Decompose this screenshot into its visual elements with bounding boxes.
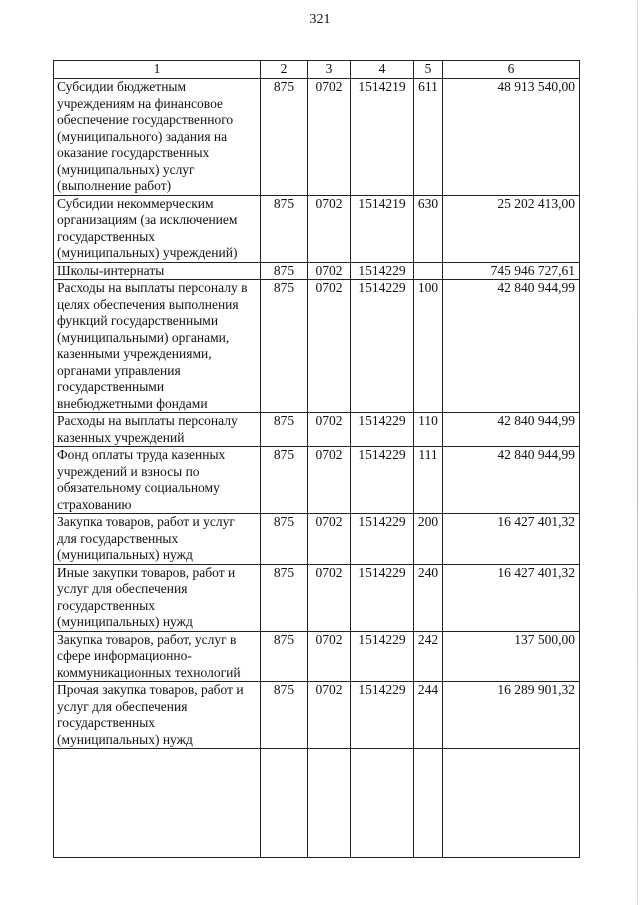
table-row [54, 79, 580, 196]
row-name-cell: Расходы на выплаты персоналу в целях обеспечения выполнения функций государственными (муниципальными) органами, казенными учреждениями, органами управления государственными внебюджетными фондами [54, 280, 261, 413]
header-col-3: 3 [308, 61, 351, 79]
filler-cell [414, 749, 443, 858]
row-code-3-cell: 0702 [308, 280, 351, 413]
table-row [54, 262, 580, 280]
filler-cell [261, 749, 308, 858]
table-row [54, 564, 580, 631]
row-code-5-cell: 630 [414, 195, 443, 262]
row-name-cell: Школы-интернаты [54, 262, 261, 280]
row-code-2-cell: 875 [261, 682, 308, 749]
row-code-4-cell: 1514219 [351, 195, 414, 262]
row-amount-cell: 25 202 413,00 [443, 195, 580, 262]
filler-cell [351, 749, 414, 858]
row-code-5-cell: 111 [414, 447, 443, 514]
row-amount-cell: 137 500,00 [443, 631, 580, 682]
row-code-3-cell: 0702 [308, 564, 351, 631]
page-number: 321 [309, 12, 331, 27]
row-name-cell: Иные закупки товаров, работ и услуг для обеспечения государственных (муниципальных) нужд [54, 564, 261, 631]
table-row [54, 631, 580, 682]
row-code-2-cell: 875 [261, 280, 308, 413]
table-row [54, 195, 580, 262]
row-amount-cell: 42 840 944,99 [443, 413, 580, 447]
table-row [54, 682, 580, 749]
row-amount-cell: 48 913 540,00 [443, 79, 580, 196]
filler-cell [308, 749, 351, 858]
scan-edge [637, 0, 638, 905]
header-col-6: 6 [443, 61, 580, 79]
row-amount-cell: 16 289 901,32 [443, 682, 580, 749]
row-code-2-cell: 875 [261, 564, 308, 631]
row-code-5-cell: 200 [414, 514, 443, 565]
row-name-cell: Субсидии некоммерческим организациям (за исключением государственных (муниципальных) учреждений) [54, 195, 261, 262]
budget-table [53, 60, 580, 858]
row-code-4-cell: 1514229 [351, 631, 414, 682]
row-code-3-cell: 0702 [308, 262, 351, 280]
row-amount-cell: 42 840 944,99 [443, 447, 580, 514]
row-code-3-cell: 0702 [308, 514, 351, 565]
row-amount-cell: 42 840 944,99 [443, 280, 580, 413]
row-code-2-cell: 875 [261, 631, 308, 682]
header-col-4: 4 [351, 61, 414, 79]
table-row [54, 447, 580, 514]
row-code-2-cell: 875 [261, 514, 308, 565]
header-col-5: 5 [414, 61, 443, 79]
row-code-4-cell: 1514219 [351, 79, 414, 196]
row-code-4-cell: 1514229 [351, 280, 414, 413]
header-col-2: 2 [261, 61, 308, 79]
row-code-5-cell: 110 [414, 413, 443, 447]
row-code-2-cell: 875 [261, 413, 308, 447]
row-code-3-cell: 0702 [308, 447, 351, 514]
filler-cell [54, 749, 261, 858]
row-code-3-cell: 0702 [308, 631, 351, 682]
row-name-cell: Фонд оплаты труда казенных учреждений и взносы по обязательному социальному страхованию [54, 447, 261, 514]
row-code-5-cell: 242 [414, 631, 443, 682]
row-code-5-cell: 100 [414, 280, 443, 413]
row-code-5-cell [414, 262, 443, 280]
header-col-1: 1 [54, 61, 261, 79]
row-name-cell: Прочая закупка товаров, работ и услуг для обеспечения государственных (муниципальных) нужд [54, 682, 261, 749]
row-code-5-cell: 611 [414, 79, 443, 196]
row-code-4-cell: 1514229 [351, 682, 414, 749]
row-code-2-cell: 875 [261, 195, 308, 262]
row-amount-cell: 745 946 727,61 [443, 262, 580, 280]
row-name-cell: Закупка товаров, работ и услуг для государственных (муниципальных) нужд [54, 514, 261, 565]
row-code-5-cell: 244 [414, 682, 443, 749]
filler-cell [443, 749, 580, 858]
row-name-cell: Субсидии бюджетным учреждениям на финансовое обеспечение государственного (муниципального) задания на оказание государственных (муниципальных) услуг (выполнение работ) [54, 79, 261, 196]
row-code-4-cell: 1514229 [351, 514, 414, 565]
row-code-3-cell: 0702 [308, 195, 351, 262]
row-name-cell: Расходы на выплаты персоналу казенных учреждений [54, 413, 261, 447]
table-row [54, 280, 580, 413]
row-code-5-cell: 240 [414, 564, 443, 631]
table-filler-row [54, 749, 580, 858]
row-amount-cell: 16 427 401,32 [443, 564, 580, 631]
row-code-3-cell: 0702 [308, 413, 351, 447]
table-header-row [54, 61, 580, 79]
table-row [54, 514, 580, 565]
row-code-4-cell: 1514229 [351, 447, 414, 514]
row-code-3-cell: 0702 [308, 682, 351, 749]
table-row [54, 413, 580, 447]
row-code-4-cell: 1514229 [351, 413, 414, 447]
row-code-3-cell: 0702 [308, 79, 351, 196]
row-code-4-cell: 1514229 [351, 564, 414, 631]
row-code-4-cell: 1514229 [351, 262, 414, 280]
row-code-2-cell: 875 [261, 447, 308, 514]
row-code-2-cell: 875 [261, 79, 308, 196]
row-amount-cell: 16 427 401,32 [443, 514, 580, 565]
row-name-cell: Закупка товаров, работ, услуг в сфере информационно-коммуникационных технологий [54, 631, 261, 682]
row-code-2-cell: 875 [261, 262, 308, 280]
